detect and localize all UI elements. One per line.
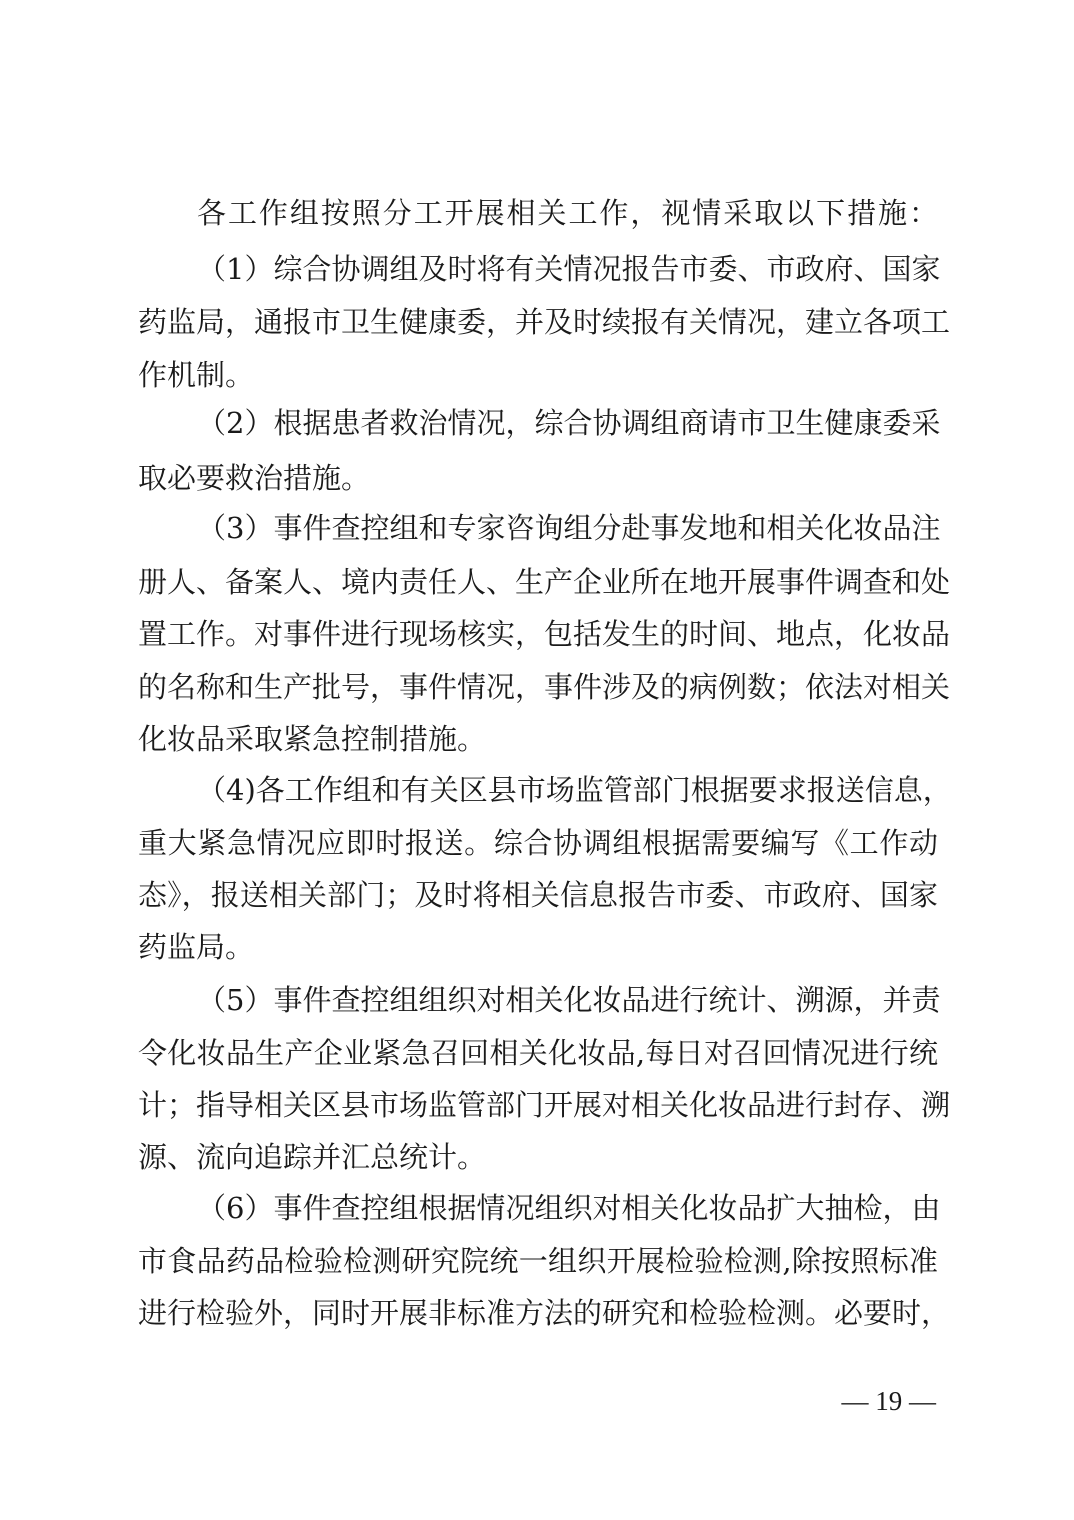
page-number: — 19 —: [841, 1386, 936, 1416]
paragraph-line: 进行检验外，同时开展非标准方法的研究和检验检测。必要时，: [138, 1296, 951, 1330]
paragraph-line: 市食品药品检验检测研究院统一组织开展检验检测,除按照标准: [138, 1244, 938, 1278]
paragraph-line: 的名称和生产批号，事件情况，事件涉及的病例数；依法对相关: [138, 670, 951, 704]
paragraph-line: 各工作组按照分工开展相关工作，视情采取以下措施：: [197, 196, 938, 230]
paragraph-line: 置工作。对事件进行现场核实，包括发生的时间、地点，化妆品: [138, 617, 951, 651]
paragraph-line: （4)各工作组和有关区县市场监管部门根据要求报送信息，: [197, 773, 952, 807]
paragraph-line: 计；指导相关区县市场监管部门开展对相关化妆品进行封存、溯: [138, 1088, 951, 1122]
paragraph-line: 态》，报送相关部门；及时将相关信息报告市委、市政府、国家: [138, 878, 938, 912]
paragraph-line: 取必要救治措施。: [138, 461, 371, 495]
paragraph-line: （6）事件查控组根据情况组织对相关化妆品扩大抽检，由: [197, 1191, 941, 1225]
paragraph-line: 药监局，通报市卫生健康委，并及时续报有关情况，建立各项工: [138, 305, 951, 339]
paragraph-line: 化妆品采取紧急控制措施。: [138, 722, 487, 756]
paragraph-line: （2）根据患者救治情况，综合协调组商请市卫生健康委采: [197, 406, 941, 440]
paragraph-line: 作机制。: [138, 358, 255, 392]
paragraph-line: 药监局。: [138, 930, 255, 964]
paragraph-line: （1）综合协调组及时将有关情况报告市委、市政府、国家: [197, 252, 941, 286]
paragraph-line: （3）事件查控组和专家咨询组分赴事发地和相关化妆品注: [197, 511, 941, 545]
paragraph-line: （5）事件查控组组织对相关化妆品进行统计、溯源，并责: [197, 983, 941, 1017]
paragraph-line: 令化妆品生产企业紧急召回相关化妆品,每日对召回情况进行统: [138, 1036, 938, 1070]
paragraph-line: 重大紧急情况应即时报送。综合协调组根据需要编写《工作动: [138, 826, 938, 860]
paragraph-line: 册人、备案人、境内责任人、生产企业所在地开展事件调查和处: [138, 565, 951, 599]
paragraph-line: 源、流向追踪并汇总统计。: [138, 1140, 487, 1174]
